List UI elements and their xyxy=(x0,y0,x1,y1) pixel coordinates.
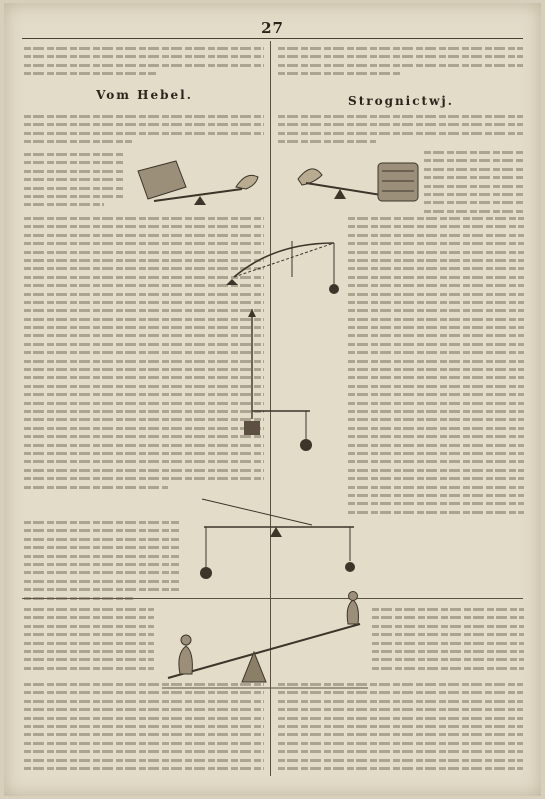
page-number: 27 xyxy=(261,19,284,37)
figure-6-bent-lever xyxy=(222,219,342,297)
figure-9-seesaw-lever xyxy=(154,588,374,698)
figure-hand-lifting-block xyxy=(124,153,264,218)
figure-8-balance-lever xyxy=(194,493,364,583)
right-column-body-5 xyxy=(372,608,524,675)
right-column-body xyxy=(278,47,523,81)
figure-hand-lifting-bale xyxy=(290,153,430,218)
left-column-body-3 xyxy=(24,153,124,212)
left-column-body xyxy=(24,47,264,81)
left-column-body-6 xyxy=(24,608,154,675)
newspaper-page xyxy=(4,3,541,796)
figure-7-lever-with-weights xyxy=(232,299,324,459)
right-column-body-2 xyxy=(278,115,523,149)
right-column-body-3 xyxy=(424,151,524,218)
right-column-title: Strognictwj. xyxy=(348,94,454,108)
left-column-body-2 xyxy=(24,115,264,149)
header-rule xyxy=(22,38,523,39)
right-column-body-4 xyxy=(348,217,524,519)
left-column-title: Vom Hebel. xyxy=(96,88,193,102)
